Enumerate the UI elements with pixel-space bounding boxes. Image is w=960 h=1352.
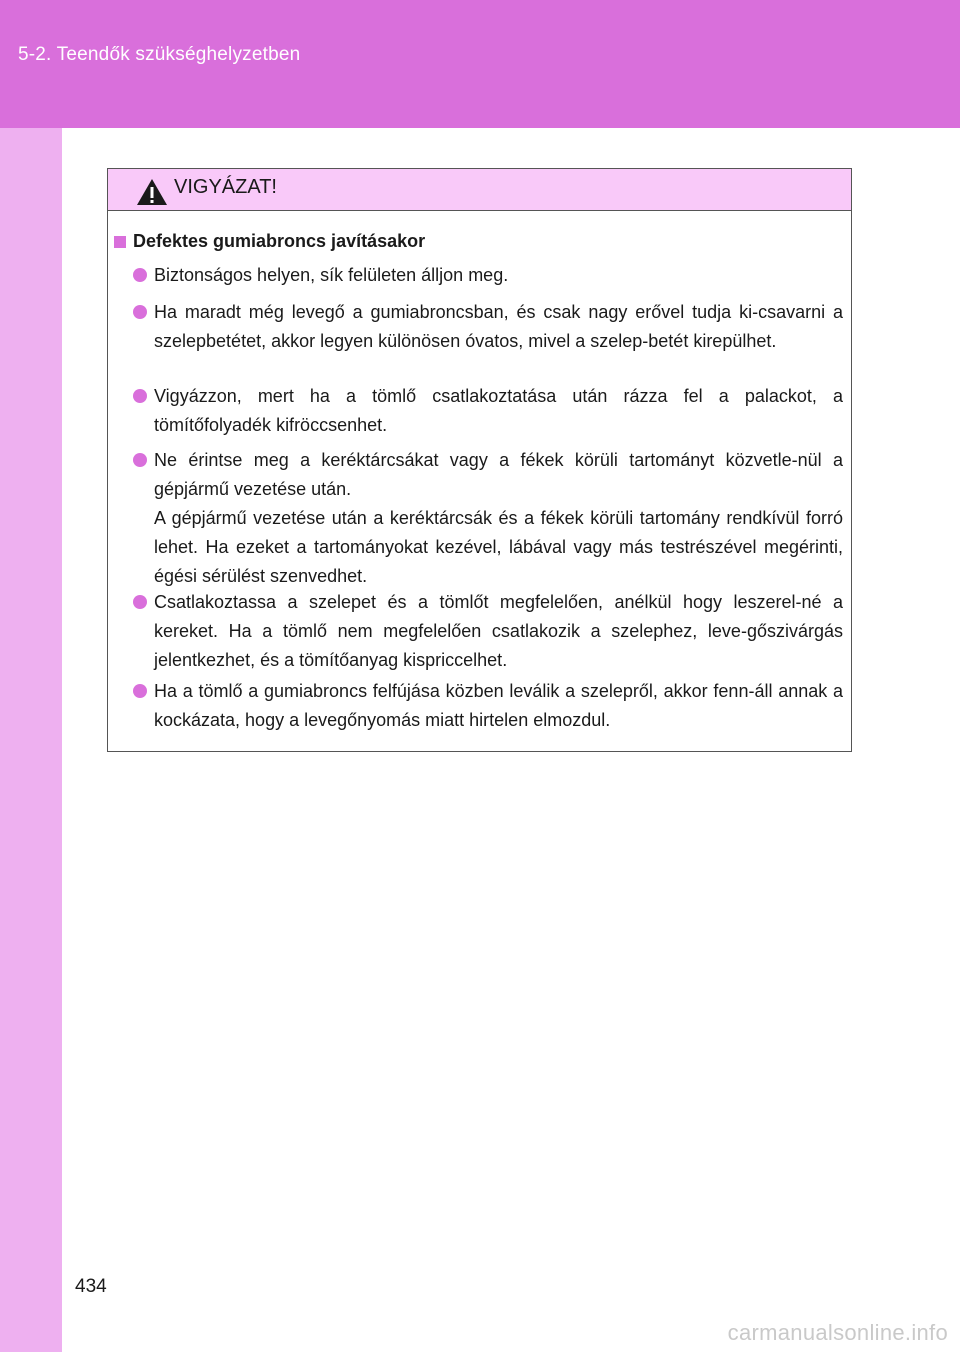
bullet-dot-icon <box>133 684 147 698</box>
bullet-dot-icon <box>133 595 147 609</box>
list-item-text: Biztonságos helyen, sík felületen álljon meg. <box>154 265 509 285</box>
section-title <box>114 231 425 252</box>
list-item-text: Ne érintse meg a keréktárcsákat vagy a fékek körüli tartományt közvetle-nül a gépjármű vezetése után. <box>154 450 843 499</box>
list-item <box>136 677 843 735</box>
page-number: 434 <box>75 1276 107 1297</box>
bullet-dot-icon <box>133 453 147 467</box>
watermark: carmanualsonline.info <box>727 1320 948 1345</box>
list-item-text: Ha maradt még levegő a gumiabroncsban, és csak nagy erővel tudja ki-csavarni a szelepbetétet, akkor legyen különösen óvatos, mivel a szelep-betét kirepülhet. <box>154 302 843 351</box>
side-strip <box>0 128 62 1352</box>
list-item <box>136 588 843 675</box>
list-item <box>136 298 843 356</box>
list-item-text: Csatlakoztassa a szelepet és a tömlőt megfelelően, anélkül hogy leszerel-né a kereket. Ha a tömlő nem megfelelően csatlakozik a szelephez, leve-gőszivárgás jelentkezhet, és a tömítőanyag kispriccelhet. <box>154 592 843 670</box>
caution-title: VIGYÁZAT! <box>174 176 277 198</box>
caution-box <box>107 168 852 752</box>
list-item-explanation: A gépjármű vezetése után a keréktárcsák és a fékek körüli tartomány rendkívül forró lehet. Ha ezeket a tartományokat kezével, lábával vagy más testrészével megérinti, égési sérülést szenvedhet. <box>154 508 843 586</box>
warning-triangle-icon <box>135 177 169 207</box>
square-bullet-icon <box>114 236 126 248</box>
bullet-dot-icon <box>133 389 147 403</box>
bullet-dot-icon <box>133 305 147 319</box>
list-item <box>136 446 843 591</box>
section-title-text: Defektes gumiabroncs javításakor <box>133 231 426 251</box>
bullet-dot-icon <box>133 268 147 282</box>
list-item <box>136 382 843 440</box>
list-item <box>136 261 843 290</box>
page-header-band <box>0 0 960 128</box>
caution-header <box>108 169 851 211</box>
section-heading: 5-2. Teendők szükséghelyzetben <box>18 44 301 65</box>
list-item-text: Ha a tömlő a gumiabroncs felfújása közben leválik a szelepről, akkor fenn-áll annak a kockázata, hogy a levegőnyomás miatt hirtelen elmozdul. <box>154 681 843 730</box>
list-item-text: Vigyázzon, mert ha a tömlő csatlakoztatása után rázza fel a palackot, a tömítőfolyadék kifröccsenhet. <box>154 386 843 435</box>
